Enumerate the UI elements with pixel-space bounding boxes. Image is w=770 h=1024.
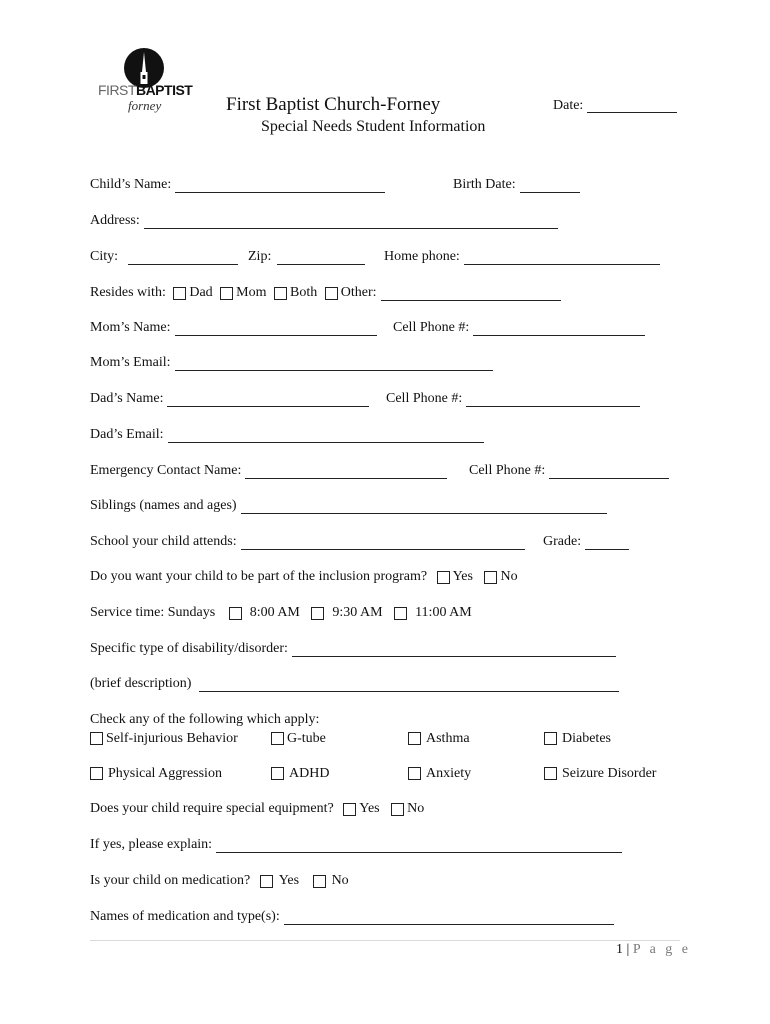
condition-checkbox[interactable] <box>90 767 103 780</box>
grade-row <box>543 532 629 552</box>
birth-date-row <box>453 175 580 195</box>
address-blank[interactable] <box>144 214 558 229</box>
school-row <box>90 532 525 552</box>
condition-label: G-tube <box>287 731 326 746</box>
condition-checkbox[interactable] <box>408 767 421 780</box>
condition-diabetes[interactable] <box>544 729 611 749</box>
childs-name-blank[interactable] <box>175 178 385 193</box>
disability-blank[interactable] <box>292 642 616 657</box>
condition-asthma[interactable] <box>408 729 470 749</box>
condition-checkbox[interactable] <box>271 732 284 745</box>
medication-yes-checkbox[interactable] <box>260 875 273 888</box>
condition-label: Asthma <box>426 731 470 746</box>
condition-label: Seizure Disorder <box>562 766 657 781</box>
condition-label: Self-injurious Behavior <box>106 731 238 746</box>
service-time-row <box>90 603 472 623</box>
logo-first: FIRST <box>98 82 136 98</box>
equipment-no-checkbox[interactable] <box>391 803 404 816</box>
page-title: First Baptist Church-Forney <box>226 94 441 115</box>
moms-email-label: Mom’s Email: <box>90 355 171 370</box>
resides-both-label: Both <box>290 285 318 300</box>
date-blank[interactable] <box>587 98 677 113</box>
grade-label: Grade: <box>543 534 582 549</box>
resides-mom-label: Mom <box>236 285 267 300</box>
medication-row <box>90 871 349 891</box>
resides-other-checkbox[interactable] <box>325 287 338 300</box>
page-number-word: P a g e <box>632 942 692 957</box>
school-label: School your child attends: <box>90 534 237 549</box>
if-yes-label: If yes, please explain: <box>90 837 213 852</box>
medication-no-label: No <box>331 873 349 888</box>
siblings-label: Siblings (names and ages) <box>90 498 237 513</box>
address-label: Address: <box>90 213 140 228</box>
brief-description-label: (brief description) <box>90 676 192 691</box>
zip-label: Zip: <box>248 249 272 264</box>
resides-other-blank[interactable] <box>381 286 561 301</box>
equipment-question: Does your child require special equipment? <box>90 801 334 816</box>
brief-description-row <box>90 674 619 694</box>
condition-label: Anxiety <box>426 766 472 781</box>
home-phone-blank[interactable] <box>464 250 660 265</box>
city-blank[interactable] <box>128 250 238 265</box>
medication-yes-label: Yes <box>278 873 300 888</box>
resides-dad-label: Dad <box>189 285 213 300</box>
school-blank[interactable] <box>241 535 525 550</box>
if-yes-row <box>90 835 622 855</box>
inclusion-no-label: No <box>500 569 518 584</box>
inclusion-yes-checkbox[interactable] <box>437 571 450 584</box>
medication-question: Is your child on medication? <box>90 873 251 888</box>
moms-name-row <box>90 318 377 338</box>
condition-label: ADHD <box>289 766 330 781</box>
logo-baptist: BAPTIST <box>135 82 193 98</box>
dads-name-blank[interactable] <box>167 392 369 407</box>
condition-checkbox[interactable] <box>271 767 284 780</box>
resides-mom-checkbox[interactable] <box>220 287 233 300</box>
childs-name-label: Child’s Name: <box>90 177 172 192</box>
condition-adhd[interactable] <box>271 764 329 784</box>
service-930-checkbox[interactable] <box>311 607 324 620</box>
mom-cell-label: Cell Phone #: <box>393 320 470 335</box>
page-number <box>616 942 691 958</box>
condition-checkbox[interactable] <box>90 732 103 745</box>
emergency-cell-row <box>469 461 669 481</box>
moms-email-blank[interactable] <box>175 356 493 371</box>
equipment-yes-label: Yes <box>359 801 380 816</box>
dads-name-label: Dad’s Name: <box>90 391 164 406</box>
condition-physical-aggression[interactable] <box>90 764 222 784</box>
service-800-label: 8:00 AM <box>249 605 300 620</box>
condition-label: Physical Aggression <box>108 766 222 781</box>
medication-names-blank[interactable] <box>284 910 614 925</box>
logo-forney: forney <box>128 98 162 113</box>
emergency-contact-row <box>90 461 447 481</box>
dads-name-row <box>90 389 369 409</box>
condition-checkbox[interactable] <box>544 767 557 780</box>
emergency-cell-label: Cell Phone #: <box>469 463 546 478</box>
birth-date-label: Birth Date: <box>453 177 516 192</box>
resides-with-label: Resides with: <box>90 285 166 300</box>
condition-label: Diabetes <box>562 731 611 746</box>
resides-other-label: Other: <box>340 285 377 300</box>
condition-checkbox[interactable] <box>544 732 557 745</box>
medication-no-checkbox[interactable] <box>313 875 326 888</box>
dad-cell-row <box>386 389 640 409</box>
equipment-row <box>90 799 424 819</box>
service-930-label: 9:30 AM <box>332 605 383 620</box>
city-row <box>90 247 238 267</box>
dads-email-label: Dad’s Email: <box>90 427 164 442</box>
grade-blank[interactable] <box>585 535 629 550</box>
condition-anxiety[interactable] <box>408 764 471 784</box>
service-1100-label: 11:00 AM <box>415 605 472 620</box>
zip-row <box>248 247 365 267</box>
dad-cell-label: Cell Phone #: <box>386 391 463 406</box>
dads-email-blank[interactable] <box>168 428 484 443</box>
birth-date-blank[interactable] <box>520 178 580 193</box>
resides-with-row <box>90 283 561 303</box>
brief-description-blank[interactable] <box>199 677 619 692</box>
date-label: Date: <box>553 98 584 113</box>
service-800-checkbox[interactable] <box>229 607 242 620</box>
emergency-contact-blank[interactable] <box>245 464 447 479</box>
mom-cell-blank[interactable] <box>473 321 645 336</box>
medication-names-label: Names of medication and type(s): <box>90 909 280 924</box>
date-field[interactable] <box>553 98 677 114</box>
mom-cell-row <box>393 318 645 338</box>
dads-email-row <box>90 425 484 445</box>
moms-name-label: Mom’s Name: <box>90 320 171 335</box>
check-any-heading: Check any of the following which apply: <box>90 712 320 727</box>
dad-cell-blank[interactable] <box>466 392 640 407</box>
condition-g-tube[interactable] <box>271 729 326 749</box>
inclusion-row <box>90 567 518 587</box>
siblings-blank[interactable] <box>241 499 607 514</box>
disability-row <box>90 639 616 659</box>
condition-checkbox[interactable] <box>408 732 421 745</box>
service-1100-checkbox[interactable] <box>394 607 407 620</box>
inclusion-question: Do you want your child to be part of the inclusion program? <box>90 569 428 584</box>
if-yes-blank[interactable] <box>216 838 622 853</box>
medication-names-row <box>90 907 614 927</box>
service-time-label: Service time: Sundays <box>90 605 216 620</box>
disability-label: Specific type of disability/disorder: <box>90 641 288 656</box>
address-row <box>90 211 558 231</box>
equipment-no-label: No <box>407 801 425 816</box>
page-subtitle: Special Needs Student Information <box>261 118 486 135</box>
inclusion-no-checkbox[interactable] <box>484 571 497 584</box>
condition-self-injurious[interactable] <box>90 729 238 749</box>
home-phone-row <box>384 247 660 267</box>
page-number-separator: | <box>626 942 630 957</box>
city-label: City: <box>90 249 119 264</box>
inclusion-yes-label: Yes <box>452 569 473 584</box>
footer-divider <box>90 940 680 941</box>
page-number-value: 1 <box>616 942 623 957</box>
resides-dad-checkbox[interactable] <box>173 287 186 300</box>
emergency-cell-blank[interactable] <box>549 464 669 479</box>
church-logo <box>98 46 198 118</box>
home-phone-label: Home phone: <box>384 249 460 264</box>
emergency-contact-label: Emergency Contact Name: <box>90 463 242 478</box>
equipment-yes-checkbox[interactable] <box>343 803 356 816</box>
siblings-row <box>90 496 607 516</box>
moms-email-row <box>90 353 493 373</box>
zip-blank[interactable] <box>277 250 365 265</box>
childs-name-row <box>90 175 385 195</box>
condition-seizure-disorder[interactable] <box>544 764 656 784</box>
resides-both-checkbox[interactable] <box>274 287 287 300</box>
moms-name-blank[interactable] <box>175 321 377 336</box>
